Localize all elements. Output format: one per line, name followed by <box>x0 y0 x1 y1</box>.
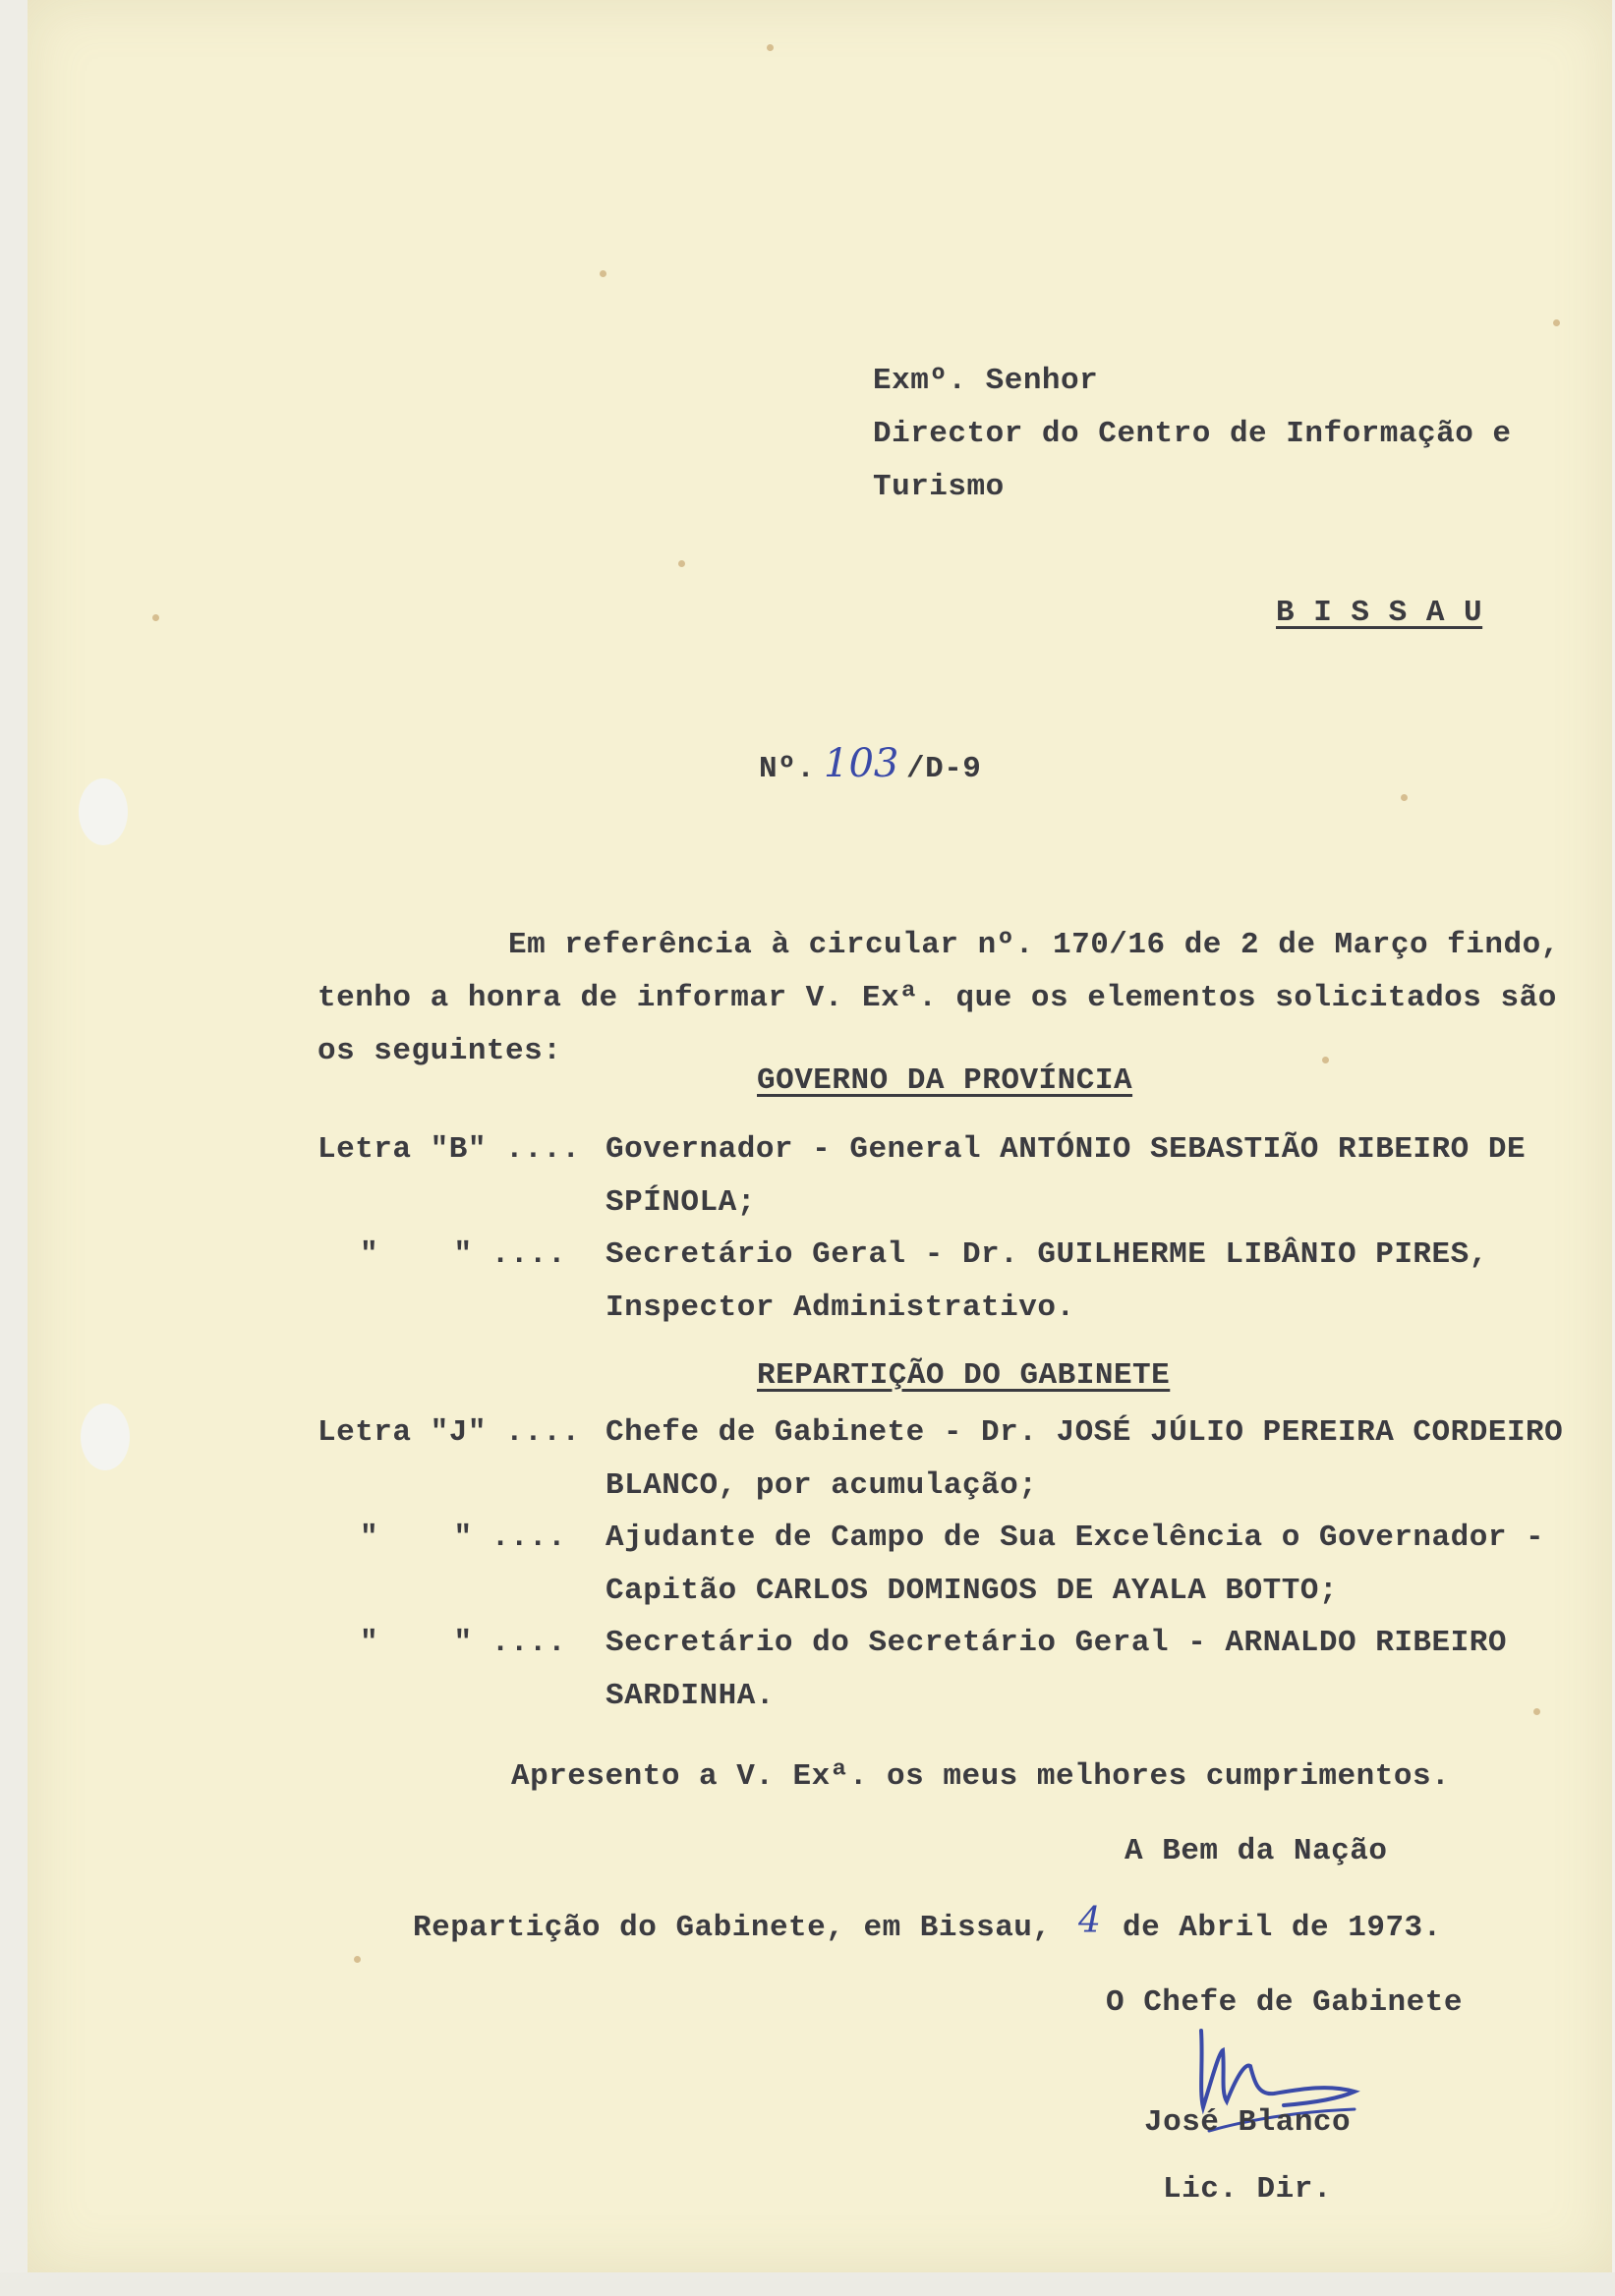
entry-text: Governador - General ANTÓNIO SEBASTIÃO RIBEIRO DE <box>606 1132 1527 1167</box>
salutation: Exmº. Senhor <box>873 364 1099 398</box>
signer-degree: Lic. Dir. <box>1163 2172 1332 2207</box>
body-line-3: os seguintes: <box>317 1034 562 1068</box>
foxing-spot <box>1533 1708 1540 1715</box>
reference-prefix: Nº. <box>759 752 816 786</box>
signer-name: José Blanco <box>1144 2105 1352 2140</box>
entry-label: " " .... <box>360 1626 567 1660</box>
closing-motto: A Bem da Nação <box>1125 1834 1388 1868</box>
entry-text-continued: BLANCO, por acumulação; <box>606 1468 1038 1503</box>
dateline-prefix: Repartição do Gabinete, em Bissau, <box>413 1911 1052 1945</box>
foxing-spot <box>678 560 685 567</box>
dateline-suffix: de Abril de 1973. <box>1123 1911 1442 1945</box>
foxing-spot <box>1401 794 1408 801</box>
recipient-line-1: Director do Centro de Informação e <box>873 417 1512 451</box>
section-heading-reparticao: REPARTIÇÃO DO GABINETE <box>757 1358 1171 1393</box>
foxing-spot <box>152 614 159 621</box>
punch-hole-bottom <box>81 1404 130 1470</box>
entry-text: Chefe de Gabinete - Dr. JOSÉ JÚLIO PEREIRA CORDEIRO <box>606 1415 1564 1450</box>
entry-text-continued: Capitão CARLOS DOMINGOS DE AYALA BOTTO; <box>606 1574 1339 1608</box>
scanner-bottom <box>0 2272 1615 2296</box>
body-line-1: Em referência à circular nº. 170/16 de 2 de Março findo, <box>508 928 1560 962</box>
reference-suffix: /D-9 <box>906 752 982 786</box>
entry-text-continued: SPÍNOLA; <box>606 1185 756 1220</box>
entry-label: Letra "J" .... <box>317 1415 581 1450</box>
signer-title: O Chefe de Gabinete <box>1106 1985 1463 2020</box>
reference-number-handwritten: 103 <box>824 741 899 786</box>
entry-text-continued: Inspector Administrativo. <box>606 1291 1075 1325</box>
recipient-city: B I S S A U <box>1276 596 1483 630</box>
foxing-spot <box>767 44 774 51</box>
date-day-handwritten: 4 <box>1078 1901 1101 1941</box>
entry-label: " " .... <box>360 1521 567 1555</box>
foxing-spot <box>1553 319 1560 326</box>
foxing-spot <box>1322 1057 1329 1063</box>
entry-label: " " .... <box>360 1237 567 1272</box>
foxing-spot <box>354 1956 361 1963</box>
entry-text-continued: SARDINHA. <box>606 1679 775 1713</box>
scanner-edge <box>0 0 28 2296</box>
section-heading-governo: GOVERNO DA PROVÍNCIA <box>757 1063 1133 1098</box>
closing-greeting: Apresento a V. Exª. os meus melhores cumprimentos. <box>511 1759 1451 1794</box>
entry-text: Ajudante de Campo de Sua Excelência o Governador - <box>606 1521 1545 1555</box>
entry-text: Secretário do Secretário Geral - ARNALDO RIBEIRO <box>606 1626 1507 1660</box>
entry-label: Letra "B" .... <box>317 1132 581 1167</box>
foxing-spot <box>600 270 606 277</box>
body-line-2: tenho a honra de informar V. Exª. que os elementos solicitados são <box>317 981 1557 1015</box>
recipient-line-2: Turismo <box>873 470 1005 504</box>
punch-hole-top <box>79 778 128 845</box>
entry-text: Secretário Geral - Dr. GUILHERME LIBÂNIO PIRES, <box>606 1237 1488 1272</box>
